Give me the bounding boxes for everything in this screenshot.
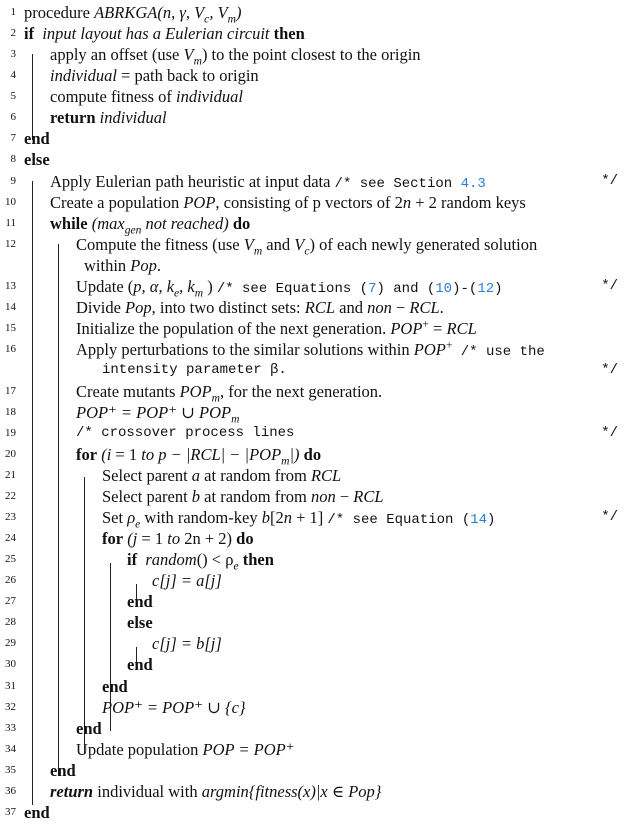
line-number: 16 bbox=[5, 343, 16, 355]
comment-end: */ bbox=[601, 425, 618, 441]
line-number: 20 bbox=[5, 448, 16, 460]
line-text: end bbox=[102, 677, 128, 696]
section-reference-link[interactable]: 4.3 bbox=[460, 176, 486, 192]
algo-line bbox=[0, 23, 624, 44]
for-statement: for (i = 1 to $p - |RCL| - |POP_m|$) do bbox=[76, 445, 322, 468]
line-number: 9 bbox=[10, 175, 16, 187]
line-number: 25 bbox=[5, 553, 16, 565]
algo-line bbox=[0, 234, 624, 258]
algo-line bbox=[0, 528, 624, 549]
algo-line bbox=[0, 213, 624, 237]
line-number: 7 bbox=[10, 132, 16, 144]
line-number: 14 bbox=[5, 301, 16, 313]
line-text: end bbox=[24, 129, 50, 148]
algo-line bbox=[0, 318, 624, 339]
algo-line bbox=[0, 654, 624, 675]
algo-line-continued bbox=[0, 360, 624, 381]
algo-line bbox=[0, 192, 624, 213]
line-text: Select parent a at random from RCL bbox=[102, 466, 342, 485]
line-number: 32 bbox=[5, 701, 16, 713]
algo-line bbox=[0, 423, 624, 444]
line-text: c[j] = a[j] bbox=[152, 571, 222, 590]
line-number: 34 bbox=[5, 743, 16, 755]
algo-line bbox=[0, 402, 624, 426]
line-number: 36 bbox=[5, 785, 16, 797]
line-number: 28 bbox=[5, 616, 16, 628]
line-number: 31 bbox=[5, 680, 16, 692]
line-text: individual = path back to origin bbox=[50, 66, 259, 85]
procedure-signature: procedure ABRKGA(n, γ, $V_c$, $V_m$) bbox=[24, 3, 242, 26]
if-statement: if input layout has a Eulerian circuit then bbox=[24, 24, 305, 43]
line-number: 17 bbox=[5, 385, 16, 397]
line-number: 35 bbox=[5, 764, 16, 776]
algo-line bbox=[0, 612, 624, 633]
comment-text: /* crossover process lines bbox=[76, 425, 295, 441]
algo-line bbox=[0, 65, 624, 86]
line-number: 26 bbox=[5, 574, 16, 586]
line-number: 19 bbox=[5, 427, 16, 439]
line-text: Create mutants $POP_m$, for the next generation. bbox=[76, 382, 383, 405]
line-text: c[j] = b[j] bbox=[152, 634, 222, 653]
line-text: compute fitness of individual bbox=[50, 87, 243, 106]
line-number: 37 bbox=[5, 806, 16, 818]
line-text: else bbox=[24, 150, 50, 169]
algo-line bbox=[0, 802, 624, 823]
equation-reference-link[interactable]: 10 bbox=[435, 281, 453, 297]
line-number: 12 bbox=[5, 238, 16, 250]
line-number: 30 bbox=[5, 658, 16, 670]
line-number: 33 bbox=[5, 722, 16, 734]
algo-line bbox=[0, 465, 624, 486]
algo-line bbox=[0, 486, 624, 507]
line-number: 27 bbox=[5, 595, 16, 607]
line-text: Select parent b at random from non − RCL bbox=[102, 487, 384, 506]
line-number: 8 bbox=[10, 153, 16, 165]
line-number: 22 bbox=[5, 490, 16, 502]
algo-line bbox=[0, 276, 624, 300]
algo-line bbox=[0, 2, 624, 26]
line-text: Apply perturbations to the similar solutions within POP+ /* use the bbox=[76, 339, 545, 360]
equation-reference-link[interactable]: 7 bbox=[368, 281, 377, 297]
algo-line bbox=[0, 549, 624, 573]
line-text: Set $\rho_e$ with random-key b[2n + 1] /* see Equation (14) bbox=[102, 508, 496, 531]
line-text: return individual bbox=[50, 108, 167, 127]
line-number: 29 bbox=[5, 637, 16, 649]
algo-line bbox=[0, 718, 624, 739]
algo-line bbox=[0, 149, 624, 170]
line-text: end bbox=[76, 719, 102, 738]
comment-end: */ bbox=[601, 278, 618, 294]
line-number: 23 bbox=[5, 511, 16, 523]
line-text: Compute the fitness (use $V_m$ and $V_c$) of each newly generated solution bbox=[76, 235, 538, 258]
algo-line bbox=[0, 781, 624, 802]
line-number: 4 bbox=[10, 69, 16, 81]
line-number: 15 bbox=[5, 322, 16, 334]
line-number: 21 bbox=[5, 469, 16, 481]
algo-line bbox=[0, 128, 624, 149]
line-number: 1 bbox=[10, 6, 16, 18]
line-text: apply an offset (use $V_m$) to the point closest to the origin bbox=[50, 45, 421, 68]
algo-line bbox=[0, 676, 624, 697]
algo-line bbox=[0, 507, 624, 531]
line-number: 5 bbox=[10, 90, 16, 102]
line-text: Create a population POP, consisting of p vectors of 2n + 2 random keys bbox=[50, 193, 526, 212]
comment-text: intensity parameter β. bbox=[102, 362, 287, 378]
algo-line bbox=[0, 739, 624, 760]
line-number: 3 bbox=[10, 48, 16, 60]
line-text: within Pop. bbox=[84, 256, 162, 275]
while-statement: while ($\max_{gen}$ not reached) do bbox=[50, 214, 251, 237]
line-text: POP⁺ = POP⁺ ∪ {c} bbox=[102, 698, 246, 717]
line-number: 18 bbox=[5, 406, 16, 418]
line-text: else bbox=[127, 613, 153, 632]
algo-line-continued bbox=[0, 255, 624, 276]
equation-reference-link[interactable]: 14 bbox=[470, 512, 488, 528]
algo-line bbox=[0, 297, 624, 318]
comment-end: */ bbox=[601, 362, 618, 378]
line-text: return individual with argmin{fitness(x)|x ∈ Pop} bbox=[50, 782, 382, 801]
line-text: Update population POP = POP⁺ bbox=[76, 740, 295, 759]
algo-line bbox=[0, 381, 624, 405]
algo-line bbox=[0, 339, 624, 360]
line-text: end bbox=[50, 761, 76, 780]
line-number: 11 bbox=[5, 217, 16, 229]
algo-line bbox=[0, 86, 624, 107]
line-text: Update (p, α, $k_e$, $k_m$ ) /* see Equations (7) and (10)-(12) bbox=[76, 277, 503, 300]
line-number: 6 bbox=[10, 111, 16, 123]
algo-line bbox=[0, 633, 624, 654]
line-text: Apply Eulerian path heuristic at input data /* see Section 4.3 bbox=[50, 172, 486, 192]
algo-line bbox=[0, 591, 624, 612]
line-text: POP⁺ = POP⁺ ∪ $POP_m$ bbox=[76, 403, 240, 426]
line-number: 13 bbox=[5, 280, 16, 292]
comment-end: */ bbox=[601, 173, 618, 189]
algo-line bbox=[0, 760, 624, 781]
for-statement: for (j = 1 to 2n + 2) do bbox=[102, 529, 254, 548]
line-text: Initialize the population of the next generation. POP+ = RCL bbox=[76, 318, 477, 338]
equation-reference-link[interactable]: 12 bbox=[477, 281, 495, 297]
comment-end: */ bbox=[601, 509, 618, 525]
line-text: Divide Pop, into two distinct sets: RCL and non − RCL. bbox=[76, 298, 444, 317]
line-number: 24 bbox=[5, 532, 16, 544]
algo-line bbox=[0, 44, 624, 68]
algo-line bbox=[0, 107, 624, 128]
algo-line bbox=[0, 444, 624, 468]
line-text: end bbox=[127, 592, 153, 611]
algo-line bbox=[0, 570, 624, 591]
algo-line bbox=[0, 697, 624, 718]
line-number: 2 bbox=[10, 27, 16, 39]
line-text: end bbox=[127, 655, 153, 674]
algo-line bbox=[0, 171, 624, 192]
line-text: end bbox=[24, 803, 50, 822]
line-number: 10 bbox=[5, 196, 16, 208]
if-statement: if random() < $\rho_e$ then bbox=[127, 550, 274, 573]
